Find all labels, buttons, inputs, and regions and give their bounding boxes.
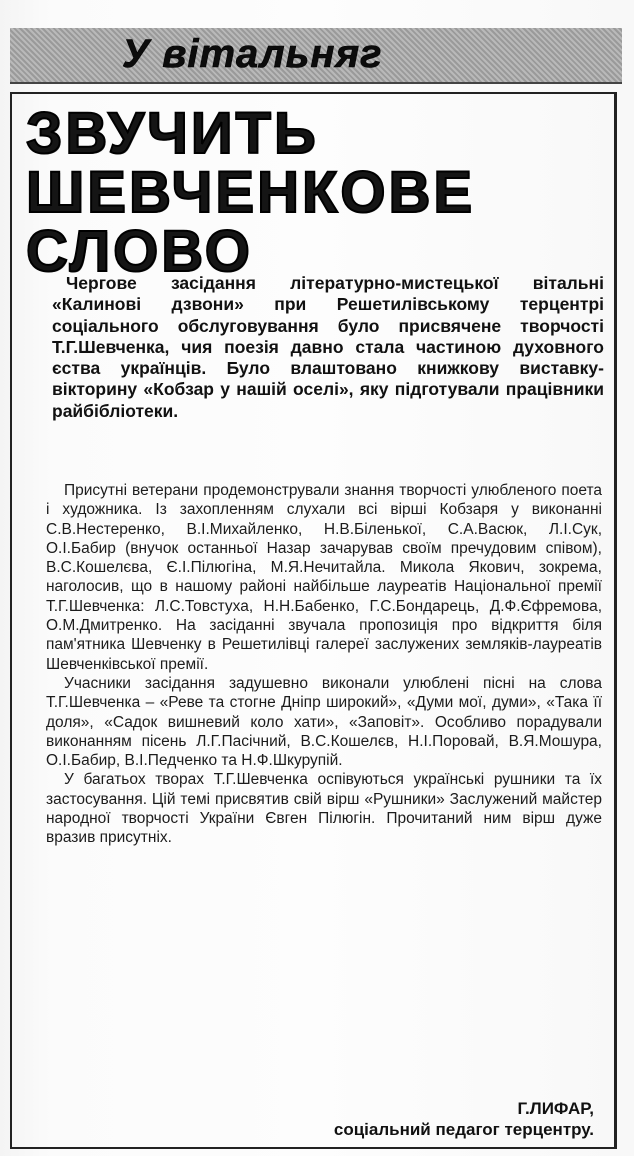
headline-line-3: СЛОВО <box>26 219 253 284</box>
body-paragraph-1: Присутні ветерани продемонстрували знання творчості улюбленого поета і художника. Із захопленням слухали всі вірші Кобзаря у виконанні С.В.Нестеренко, В.І.Михайленко, Н.В.Біленької, С.А.Васюк, Л.І.Сук, О.І.Бабир (внучок останньої Назар зачарував своїм пречудовим співом), В.С.Кошелєва, Є.І.Пілюгіна, М.Я.Нечитайла. Микола Якович, зокрема, наголосив, що в нашому районі найбільше лауреатів Національної премії Т.Г.Шевченка: Л.С.Товстуха, Н.Н.Бабенко, Г.С.Бондарець, Д.Ф.Єфремова, О.М.Дмитренко. На засіданні звучала пропозиція про відкриття біля пам'ятника Шевченку в Решетилівці галереї заслужених земляків-лауреатів Шевченківської премії. <box>46 482 602 673</box>
article-body <box>46 481 602 848</box>
headline <box>26 101 586 284</box>
headline-line-2: ШЕВЧЕНКОВЕ <box>26 160 476 225</box>
headline-line-1: ЗВУЧИТЬ <box>26 101 319 166</box>
rubric-title: У вітальняг <box>122 32 383 76</box>
rubric-banner <box>10 28 622 84</box>
author-position: соціальний педагог терцентру. <box>333 1120 594 1139</box>
body-paragraph-2: Учасники засідання задушевно виконали улюблені пісні на слова Т.Г.Шевченка – «Реве та стогне Дніпр широкий», «Думи мої, думи», «Така її доля», «Садок вишневий коло хати», «Заповіт». Особливо порадували виконанням пісень Л.Г.Пасічний, В.С.Кошелєв, Н.І.Поровай, В.Я.Мошура, О.І.Бабир, В.І.Педченко та Н.Ф.Шкурупій. <box>46 674 602 770</box>
lead-paragraph: Чергове засідання літературно-мистецької вітальні «Калинові дзвони» при Решетилівському терцентрі соціального обслуговування було присвячене творчості Т.Г.Шевченка, чия поезія давно стала частиною духовного єства українців. Було влаштовано книжкову виставку-вікторину «Кобзар у нашій оселі», яку підготували працівники райбібліотеки. <box>52 273 604 421</box>
author-name: Г.ЛИФАР, <box>517 1099 594 1118</box>
author-signature <box>334 1098 594 1140</box>
body-paragraph-3: У багатьох творах Т.Г.Шевченка оспівуються українські рушники та їх застосування. Цій темі присвятив свій вірш «Рушники» Заслужений майстер народної творчості України Євген Пілюгін. Прочитаний ним вірш дуже вразив присутніх. <box>46 771 602 847</box>
